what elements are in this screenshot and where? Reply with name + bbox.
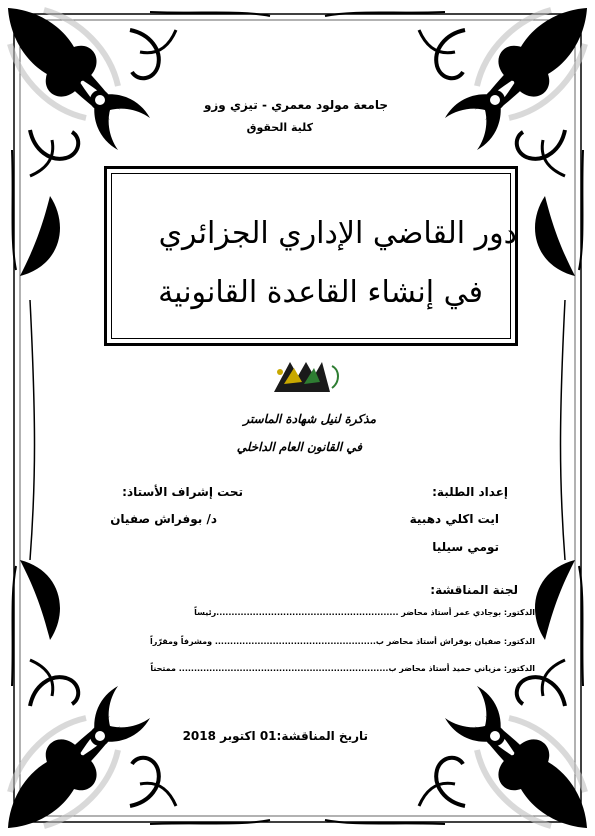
faculty-name: كلية الحقوق [246, 121, 313, 134]
preparation-label: إعداد الطلبة: [432, 485, 508, 499]
degree-statement: مذكرة لنيل شهادة الماستر [243, 412, 376, 426]
student-name: تومي سيليا [432, 540, 499, 554]
supervision-label: تحت إشراف الأستاذ: [122, 485, 243, 499]
university-name: جامعة مولود معمري - تيزي وزو [203, 98, 388, 112]
title-box [104, 166, 518, 346]
jury-member-row: الدكتور: بوجادي عمر أستاذ محاضر ............................................................رئيساً [194, 608, 535, 617]
supervisor-name: د/ بوفراش صفيان [110, 512, 217, 526]
discussion-date: تاريخ المناقشة:01 اكتوبر 2018 [182, 729, 368, 743]
memoir-title-line-1: دور القاضي الإداري الجزائري [158, 216, 517, 251]
specialty: في القانون العام الداخلي [236, 440, 362, 454]
memoir-title-line-2: في إنشاء القاعدة القانونية [158, 275, 483, 310]
jury-member-row: الدكتور: مزياني حميد أستاذ محاضر ب..................................................................... ممتحناً [150, 664, 535, 673]
university-logo-icon [270, 356, 344, 396]
student-name: ايت اكلي دهبية [409, 512, 499, 526]
jury-label: لجنة المناقشة: [430, 583, 518, 597]
jury-member-row: الدكتور: صفيان بوفراش أستاذ محاضر ب..................................................... ومشرفاً ومقرّراً [149, 637, 535, 646]
